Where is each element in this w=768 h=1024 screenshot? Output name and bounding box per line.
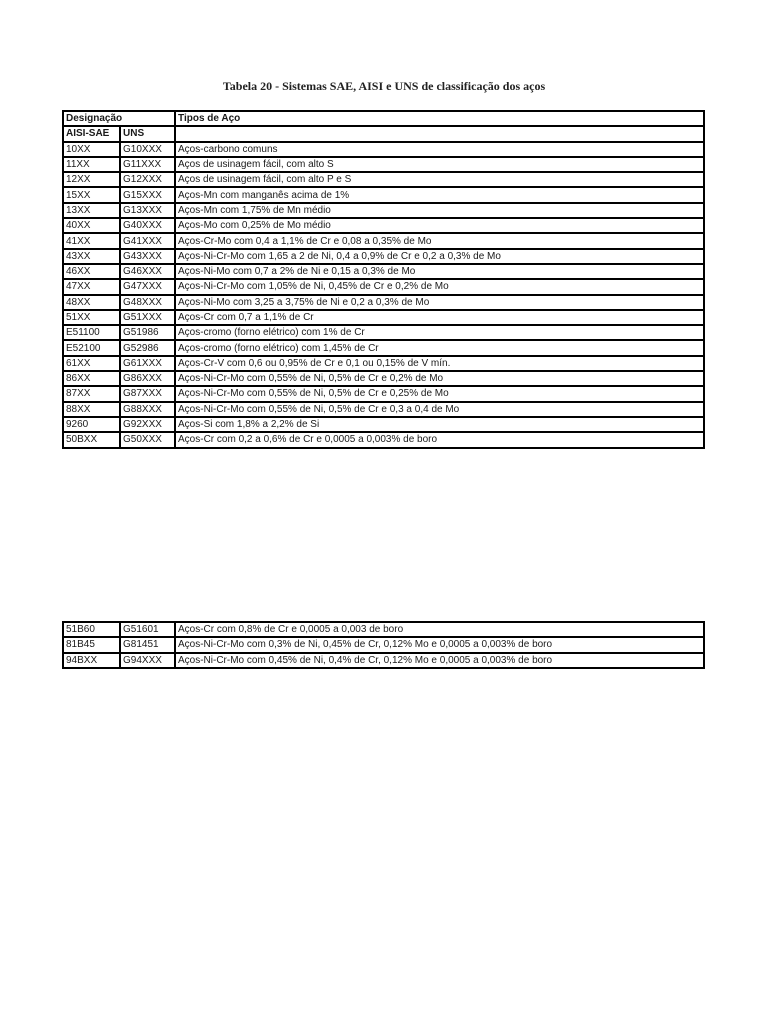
- header-steel-types: Tipos de Aço: [175, 111, 704, 126]
- table-row: [63, 432, 704, 447]
- table-row: [63, 622, 704, 637]
- steel-type-cell: Aços-Ni-Cr-Mo com 1,05% de Ni, 0,45% de Cr e 0,2% de Mo: [175, 279, 704, 294]
- header-empty-cell: [175, 126, 704, 141]
- table-body: [63, 142, 704, 448]
- uns-cell: G15XXX: [120, 187, 175, 202]
- steel-type-cell: Aços-Ni-Mo com 3,25 a 3,75% de Ni e 0,2 a 0,3% de Mo: [175, 295, 704, 310]
- steel-type-cell: Aços-Cr com 0,8% de Cr e 0,0005 a 0,003 de boro: [175, 622, 704, 637]
- table-row: [63, 187, 704, 202]
- table-row: [63, 417, 704, 432]
- table-row: [63, 233, 704, 248]
- steel-type-cell: Aços-carbono comuns: [175, 142, 704, 157]
- aisi-sae-cell: 10XX: [63, 142, 120, 157]
- aisi-sae-cell: 87XX: [63, 386, 120, 401]
- steel-type-cell: Aços-Mn com manganês acima de 1%: [175, 187, 704, 202]
- uns-cell: G51XXX: [120, 310, 175, 325]
- steel-type-cell: Aços-Si com 1,8% a 2,2% de Si: [175, 417, 704, 432]
- steel-classification-table: [62, 110, 705, 449]
- uns-cell: G86XXX: [120, 371, 175, 386]
- table-row: [63, 637, 704, 652]
- table-row: [63, 356, 704, 371]
- table-row: [63, 340, 704, 355]
- aisi-sae-cell: 47XX: [63, 279, 120, 294]
- table-header-row: [63, 111, 704, 126]
- steel-type-cell: Aços-Cr-V com 0,6 ou 0,95% de Cr e 0,1 ou 0,15% de V mín.: [175, 356, 704, 371]
- aisi-sae-cell: E51100: [63, 325, 120, 340]
- table-row: [63, 279, 704, 294]
- aisi-sae-cell: E52100: [63, 340, 120, 355]
- aisi-sae-cell: 41XX: [63, 233, 120, 248]
- table-row: [63, 295, 704, 310]
- aisi-sae-cell: 51B60: [63, 622, 120, 637]
- steel-type-cell: Aços-Ni-Mo com 0,7 a 2% de Ni e 0,15 a 0,3% de Mo: [175, 264, 704, 279]
- steel-type-cell: Aços-Ni-Cr-Mo com 0,3% de Ni, 0,45% de Cr, 0,12% Mo e 0,0005 a 0,003% de boro: [175, 637, 704, 652]
- steel-type-cell: Aços-Mn com 1,75% de Mn médio: [175, 203, 704, 218]
- aisi-sae-cell: 94BXX: [63, 653, 120, 668]
- aisi-sae-cell: 81B45: [63, 637, 120, 652]
- table-row: [63, 653, 704, 668]
- table-row: [63, 310, 704, 325]
- uns-cell: G12XXX: [120, 172, 175, 187]
- steel-type-cell: Aços-Cr-Mo com 0,4 a 1,1% de Cr e 0,08 a 0,35% de Mo: [175, 233, 704, 248]
- aisi-sae-cell: 13XX: [63, 203, 120, 218]
- steel-classification-table-continued: [62, 621, 705, 669]
- steel-type-cell: Aços de usinagem fácil, com alto P e S: [175, 172, 704, 187]
- steel-type-cell: Aços-Mo com 0,25% de Mo médio: [175, 218, 704, 233]
- uns-cell: G51601: [120, 622, 175, 637]
- uns-cell: G50XXX: [120, 432, 175, 447]
- uns-cell: G94XXX: [120, 653, 175, 668]
- uns-cell: G43XXX: [120, 249, 175, 264]
- uns-cell: G61XXX: [120, 356, 175, 371]
- table-row: [63, 172, 704, 187]
- table-row: [63, 402, 704, 417]
- aisi-sae-cell: 86XX: [63, 371, 120, 386]
- table-body: [63, 622, 704, 668]
- aisi-sae-cell: 50BXX: [63, 432, 120, 447]
- table-row: [63, 142, 704, 157]
- aisi-sae-cell: 15XX: [63, 187, 120, 202]
- aisi-sae-cell: 46XX: [63, 264, 120, 279]
- table-row: [63, 386, 704, 401]
- table-row: [63, 371, 704, 386]
- uns-cell: G48XXX: [120, 295, 175, 310]
- header-designation: Designação: [63, 111, 175, 126]
- aisi-sae-cell: 61XX: [63, 356, 120, 371]
- table-row: [63, 157, 704, 172]
- table-subheader-row: [63, 126, 704, 141]
- uns-cell: G51986: [120, 325, 175, 340]
- uns-cell: G81451: [120, 637, 175, 652]
- steel-type-cell: Aços-Ni-Cr-Mo com 0,55% de Ni, 0,5% de Cr e 0,2% de Mo: [175, 371, 704, 386]
- uns-cell: G13XXX: [120, 203, 175, 218]
- aisi-sae-cell: 40XX: [63, 218, 120, 233]
- aisi-sae-cell: 9260: [63, 417, 120, 432]
- header-uns: UNS: [120, 126, 175, 141]
- steel-type-cell: Aços-Ni-Cr-Mo com 1,65 a 2 de Ni, 0,4 a 0,9% de Cr e 0,2 a 0,3% de Mo: [175, 249, 704, 264]
- uns-cell: G92XXX: [120, 417, 175, 432]
- aisi-sae-cell: 88XX: [63, 402, 120, 417]
- steel-type-cell: Aços-Ni-Cr-Mo com 0,55% de Ni, 0,5% de Cr e 0,25% de Mo: [175, 386, 704, 401]
- uns-cell: G46XXX: [120, 264, 175, 279]
- steel-type-cell: Aços de usinagem fácil, com alto S: [175, 157, 704, 172]
- steel-type-cell: Aços-cromo (forno elétrico) com 1,45% de Cr: [175, 340, 704, 355]
- steel-type-cell: Aços-Ni-Cr-Mo com 0,45% de Ni, 0,4% de Cr, 0,12% Mo e 0,0005 a 0,003% de boro: [175, 653, 704, 668]
- uns-cell: G11XXX: [120, 157, 175, 172]
- uns-cell: G41XXX: [120, 233, 175, 248]
- uns-cell: G47XXX: [120, 279, 175, 294]
- table-row: [63, 264, 704, 279]
- table-row: [63, 203, 704, 218]
- table-row: [63, 249, 704, 264]
- aisi-sae-cell: 11XX: [63, 157, 120, 172]
- steel-type-cell: Aços-Cr com 0,2 a 0,6% de Cr e 0,0005 a 0,003% de boro: [175, 432, 704, 447]
- uns-cell: G40XXX: [120, 218, 175, 233]
- page-title: Tabela 20 - Sistemas SAE, AISI e UNS de classificação dos aços: [222, 79, 546, 93]
- aisi-sae-cell: 12XX: [63, 172, 120, 187]
- uns-cell: G87XXX: [120, 386, 175, 401]
- aisi-sae-cell: 48XX: [63, 295, 120, 310]
- aisi-sae-cell: 51XX: [63, 310, 120, 325]
- aisi-sae-cell: 43XX: [63, 249, 120, 264]
- uns-cell: G88XXX: [120, 402, 175, 417]
- steel-type-cell: Aços-Cr com 0,7 a 1,1% de Cr: [175, 310, 704, 325]
- steel-type-cell: Aços-Ni-Cr-Mo com 0,55% de Ni, 0,5% de Cr e 0,3 a 0,4 de Mo: [175, 402, 704, 417]
- uns-cell: G52986: [120, 340, 175, 355]
- uns-cell: G10XXX: [120, 142, 175, 157]
- table-row: [63, 218, 704, 233]
- header-aisi-sae: AISI-SAE: [63, 126, 120, 141]
- table-row: [63, 325, 704, 340]
- steel-type-cell: Aços-cromo (forno elétrico) com 1% de Cr: [175, 325, 704, 340]
